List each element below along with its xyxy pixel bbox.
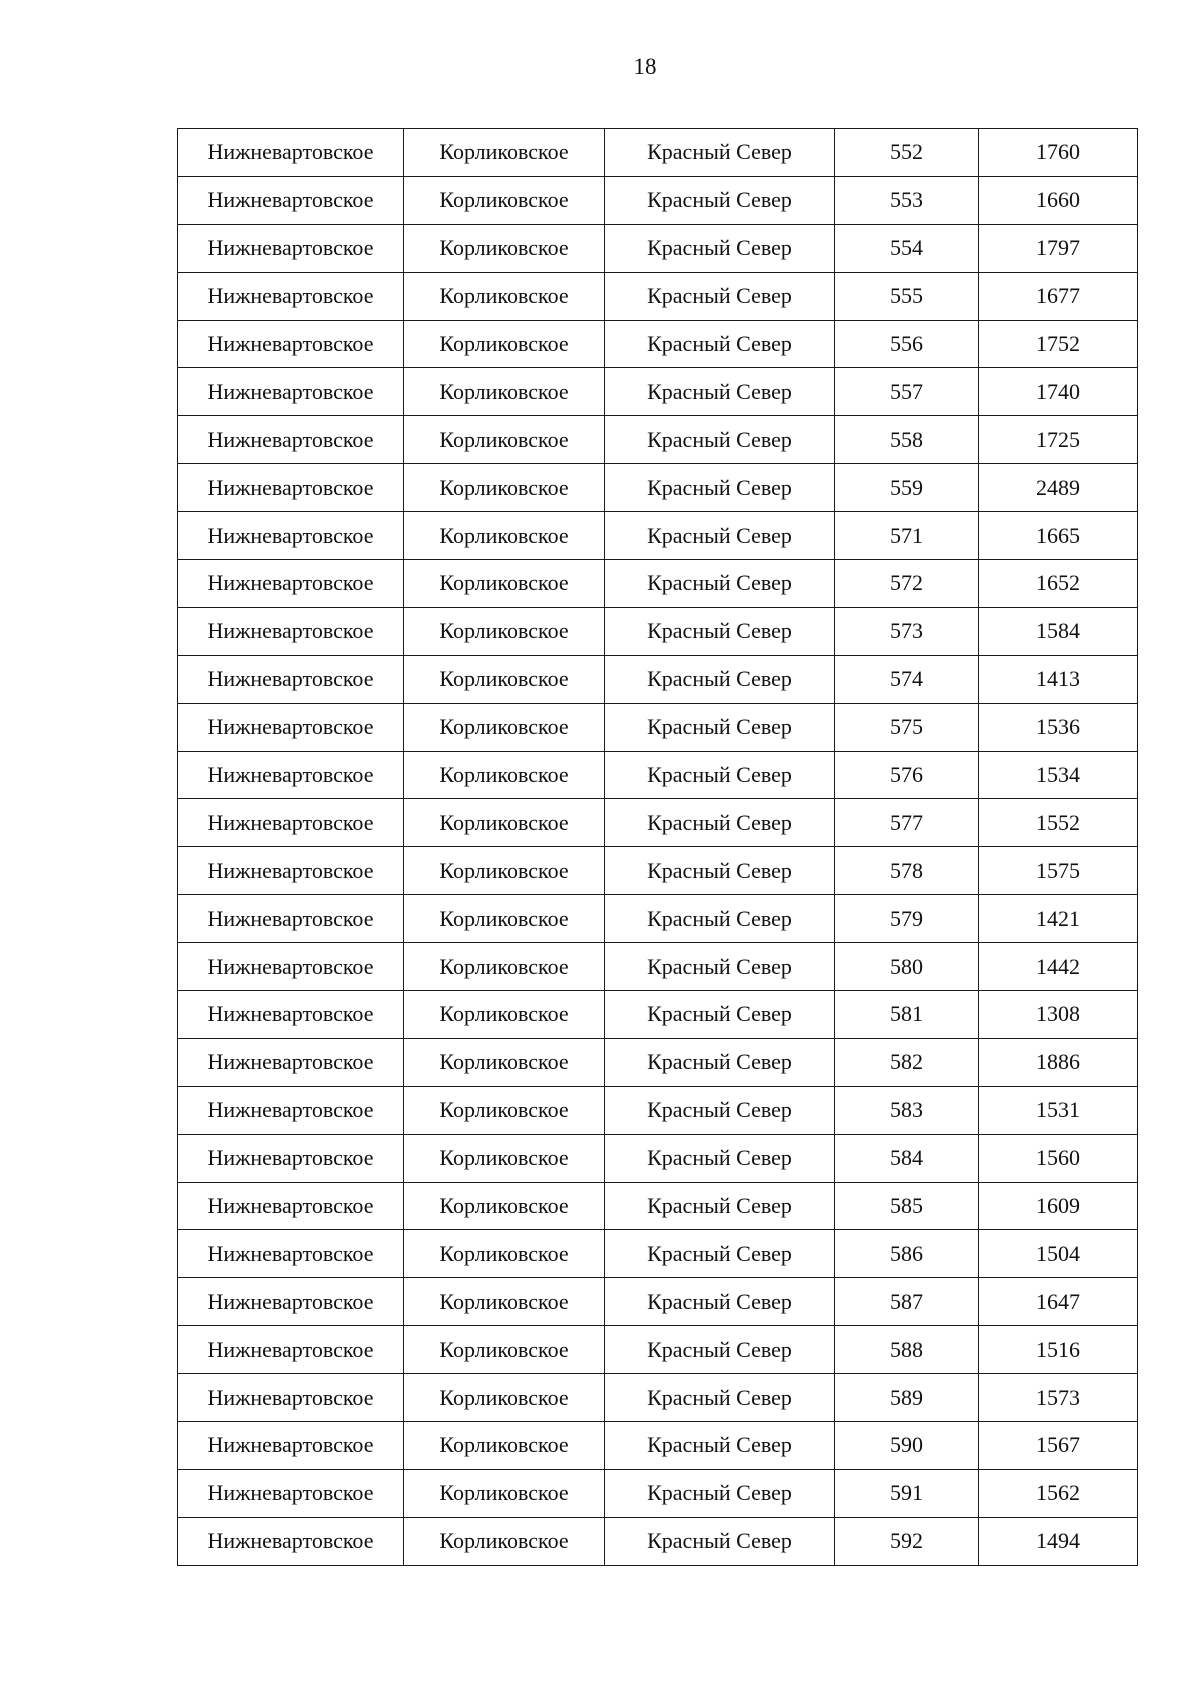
cell-area: Красный Север bbox=[605, 655, 835, 703]
cell-field: Корликовское bbox=[404, 799, 605, 847]
cell-well-number: 573 bbox=[835, 607, 979, 655]
cell-area: Красный Север bbox=[605, 224, 835, 272]
cell-district: Нижневартовское bbox=[178, 655, 404, 703]
cell-field: Корликовское bbox=[404, 464, 605, 512]
cell-value: 1609 bbox=[979, 1182, 1138, 1230]
cell-area: Красный Север bbox=[605, 943, 835, 991]
data-table bbox=[177, 128, 1138, 1566]
cell-value: 2489 bbox=[979, 464, 1138, 512]
table-row bbox=[178, 368, 1138, 416]
cell-district: Нижневартовское bbox=[178, 799, 404, 847]
cell-district: Нижневартовское bbox=[178, 512, 404, 560]
cell-district: Нижневартовское bbox=[178, 176, 404, 224]
cell-well-number: 574 bbox=[835, 655, 979, 703]
cell-field: Корликовское bbox=[404, 703, 605, 751]
cell-area: Красный Север bbox=[605, 512, 835, 560]
cell-value: 1584 bbox=[979, 607, 1138, 655]
cell-value: 1567 bbox=[979, 1422, 1138, 1470]
cell-value: 1797 bbox=[979, 224, 1138, 272]
cell-value: 1760 bbox=[979, 129, 1138, 177]
cell-well-number: 583 bbox=[835, 1086, 979, 1134]
table-row bbox=[178, 1326, 1138, 1374]
cell-area: Красный Север bbox=[605, 1422, 835, 1470]
table-row bbox=[178, 751, 1138, 799]
cell-field: Корликовское bbox=[404, 607, 605, 655]
cell-value: 1665 bbox=[979, 512, 1138, 560]
cell-value: 1886 bbox=[979, 1038, 1138, 1086]
cell-area: Красный Север bbox=[605, 129, 835, 177]
cell-area: Красный Север bbox=[605, 991, 835, 1039]
cell-value: 1421 bbox=[979, 895, 1138, 943]
cell-value: 1725 bbox=[979, 416, 1138, 464]
cell-field: Корликовское bbox=[404, 272, 605, 320]
cell-area: Красный Север bbox=[605, 464, 835, 512]
table-row bbox=[178, 943, 1138, 991]
cell-well-number: 589 bbox=[835, 1374, 979, 1422]
cell-value: 1494 bbox=[979, 1517, 1138, 1565]
page-number: 18 bbox=[633, 54, 657, 79]
cell-area: Красный Север bbox=[605, 607, 835, 655]
cell-area: Красный Север bbox=[605, 1517, 835, 1565]
cell-well-number: 590 bbox=[835, 1422, 979, 1470]
cell-well-number: 558 bbox=[835, 416, 979, 464]
cell-area: Красный Север bbox=[605, 1326, 835, 1374]
cell-area: Красный Север bbox=[605, 176, 835, 224]
cell-value: 1531 bbox=[979, 1086, 1138, 1134]
cell-district: Нижневартовское bbox=[178, 416, 404, 464]
cell-value: 1534 bbox=[979, 751, 1138, 799]
cell-district: Нижневартовское bbox=[178, 1422, 404, 1470]
table-row bbox=[178, 655, 1138, 703]
cell-area: Красный Север bbox=[605, 1230, 835, 1278]
cell-value: 1442 bbox=[979, 943, 1138, 991]
table-row bbox=[178, 847, 1138, 895]
cell-well-number: 581 bbox=[835, 991, 979, 1039]
cell-value: 1652 bbox=[979, 560, 1138, 608]
cell-field: Корликовское bbox=[404, 1134, 605, 1182]
cell-district: Нижневартовское bbox=[178, 129, 404, 177]
cell-well-number: 578 bbox=[835, 847, 979, 895]
cell-field: Корликовское bbox=[404, 1469, 605, 1517]
cell-area: Красный Север bbox=[605, 1182, 835, 1230]
cell-area: Красный Север bbox=[605, 1469, 835, 1517]
cell-well-number: 576 bbox=[835, 751, 979, 799]
table-row bbox=[178, 1230, 1138, 1278]
cell-field: Корликовское bbox=[404, 847, 605, 895]
cell-field: Корликовское bbox=[404, 512, 605, 560]
cell-well-number: 554 bbox=[835, 224, 979, 272]
table-row bbox=[178, 129, 1138, 177]
cell-value: 1575 bbox=[979, 847, 1138, 895]
cell-value: 1413 bbox=[979, 655, 1138, 703]
cell-value: 1560 bbox=[979, 1134, 1138, 1182]
cell-district: Нижневартовское bbox=[178, 464, 404, 512]
table-row bbox=[178, 1038, 1138, 1086]
cell-district: Нижневартовское bbox=[178, 1182, 404, 1230]
cell-district: Нижневартовское bbox=[178, 1038, 404, 1086]
cell-district: Нижневартовское bbox=[178, 560, 404, 608]
cell-field: Корликовское bbox=[404, 1230, 605, 1278]
cell-well-number: 582 bbox=[835, 1038, 979, 1086]
table-row bbox=[178, 799, 1138, 847]
cell-field: Корликовское bbox=[404, 943, 605, 991]
cell-value: 1740 bbox=[979, 368, 1138, 416]
cell-district: Нижневартовское bbox=[178, 847, 404, 895]
cell-area: Красный Север bbox=[605, 895, 835, 943]
cell-district: Нижневартовское bbox=[178, 368, 404, 416]
cell-area: Красный Север bbox=[605, 1278, 835, 1326]
cell-field: Корликовское bbox=[404, 1374, 605, 1422]
cell-district: Нижневартовское bbox=[178, 1517, 404, 1565]
cell-well-number: 557 bbox=[835, 368, 979, 416]
cell-district: Нижневартовское bbox=[178, 1469, 404, 1517]
table-row bbox=[178, 224, 1138, 272]
cell-value: 1516 bbox=[979, 1326, 1138, 1374]
cell-field: Корликовское bbox=[404, 320, 605, 368]
cell-well-number: 587 bbox=[835, 1278, 979, 1326]
cell-value: 1308 bbox=[979, 991, 1138, 1039]
cell-well-number: 577 bbox=[835, 799, 979, 847]
table-row bbox=[178, 1086, 1138, 1134]
cell-area: Красный Север bbox=[605, 272, 835, 320]
cell-district: Нижневартовское bbox=[178, 1086, 404, 1134]
cell-district: Нижневартовское bbox=[178, 991, 404, 1039]
table-row bbox=[178, 464, 1138, 512]
cell-well-number: 591 bbox=[835, 1469, 979, 1517]
cell-area: Красный Север bbox=[605, 320, 835, 368]
cell-value: 1504 bbox=[979, 1230, 1138, 1278]
cell-field: Корликовское bbox=[404, 1422, 605, 1470]
table-row bbox=[178, 703, 1138, 751]
cell-district: Нижневартовское bbox=[178, 1278, 404, 1326]
cell-well-number: 556 bbox=[835, 320, 979, 368]
cell-value: 1677 bbox=[979, 272, 1138, 320]
table-row bbox=[178, 560, 1138, 608]
cell-well-number: 592 bbox=[835, 1517, 979, 1565]
cell-district: Нижневартовское bbox=[178, 751, 404, 799]
cell-field: Корликовское bbox=[404, 751, 605, 799]
cell-well-number: 579 bbox=[835, 895, 979, 943]
cell-district: Нижневартовское bbox=[178, 224, 404, 272]
cell-field: Корликовское bbox=[404, 1038, 605, 1086]
cell-field: Корликовское bbox=[404, 129, 605, 177]
table-row bbox=[178, 1182, 1138, 1230]
cell-district: Нижневартовское bbox=[178, 1374, 404, 1422]
cell-district: Нижневартовское bbox=[178, 703, 404, 751]
table-row bbox=[178, 895, 1138, 943]
cell-well-number: 586 bbox=[835, 1230, 979, 1278]
cell-district: Нижневартовское bbox=[178, 1134, 404, 1182]
cell-area: Красный Север bbox=[605, 368, 835, 416]
table-row bbox=[178, 1517, 1138, 1565]
cell-district: Нижневартовское bbox=[178, 607, 404, 655]
table-row bbox=[178, 272, 1138, 320]
cell-well-number: 571 bbox=[835, 512, 979, 560]
cell-field: Корликовское bbox=[404, 368, 605, 416]
cell-well-number: 559 bbox=[835, 464, 979, 512]
cell-district: Нижневартовское bbox=[178, 895, 404, 943]
table-row bbox=[178, 1134, 1138, 1182]
cell-value: 1562 bbox=[979, 1469, 1138, 1517]
table-row bbox=[178, 1469, 1138, 1517]
cell-field: Корликовское bbox=[404, 416, 605, 464]
table-row bbox=[178, 512, 1138, 560]
cell-district: Нижневартовское bbox=[178, 1326, 404, 1374]
cell-area: Красный Север bbox=[605, 847, 835, 895]
cell-field: Корликовское bbox=[404, 1517, 605, 1565]
table-row bbox=[178, 416, 1138, 464]
cell-well-number: 584 bbox=[835, 1134, 979, 1182]
cell-field: Корликовское bbox=[404, 655, 605, 703]
cell-well-number: 553 bbox=[835, 176, 979, 224]
cell-well-number: 552 bbox=[835, 129, 979, 177]
cell-area: Красный Север bbox=[605, 751, 835, 799]
cell-field: Корликовское bbox=[404, 560, 605, 608]
table-body bbox=[178, 129, 1138, 1566]
table-row bbox=[178, 991, 1138, 1039]
cell-value: 1573 bbox=[979, 1374, 1138, 1422]
cell-well-number: 572 bbox=[835, 560, 979, 608]
cell-field: Корликовское bbox=[404, 1326, 605, 1374]
cell-value: 1552 bbox=[979, 799, 1138, 847]
table-row bbox=[178, 320, 1138, 368]
table-row bbox=[178, 1422, 1138, 1470]
table-row bbox=[178, 176, 1138, 224]
cell-field: Корликовское bbox=[404, 1278, 605, 1326]
cell-value: 1752 bbox=[979, 320, 1138, 368]
cell-area: Красный Север bbox=[605, 560, 835, 608]
cell-area: Красный Север bbox=[605, 416, 835, 464]
cell-area: Красный Север bbox=[605, 1374, 835, 1422]
cell-field: Корликовское bbox=[404, 176, 605, 224]
cell-district: Нижневартовское bbox=[178, 1230, 404, 1278]
cell-value: 1536 bbox=[979, 703, 1138, 751]
cell-field: Корликовское bbox=[404, 1086, 605, 1134]
table-row bbox=[178, 607, 1138, 655]
cell-district: Нижневартовское bbox=[178, 943, 404, 991]
table-row bbox=[178, 1278, 1138, 1326]
cell-district: Нижневартовское bbox=[178, 320, 404, 368]
cell-well-number: 580 bbox=[835, 943, 979, 991]
cell-field: Корликовское bbox=[404, 224, 605, 272]
cell-well-number: 588 bbox=[835, 1326, 979, 1374]
cell-area: Красный Север bbox=[605, 703, 835, 751]
cell-area: Красный Север bbox=[605, 1038, 835, 1086]
cell-value: 1647 bbox=[979, 1278, 1138, 1326]
cell-value: 1660 bbox=[979, 176, 1138, 224]
cell-field: Корликовское bbox=[404, 991, 605, 1039]
cell-field: Корликовское bbox=[404, 895, 605, 943]
cell-area: Красный Север bbox=[605, 799, 835, 847]
cell-well-number: 575 bbox=[835, 703, 979, 751]
cell-area: Красный Север bbox=[605, 1134, 835, 1182]
cell-field: Корликовское bbox=[404, 1182, 605, 1230]
table-row bbox=[178, 1374, 1138, 1422]
cell-area: Красный Север bbox=[605, 1086, 835, 1134]
cell-well-number: 585 bbox=[835, 1182, 979, 1230]
cell-district: Нижневартовское bbox=[178, 272, 404, 320]
cell-well-number: 555 bbox=[835, 272, 979, 320]
